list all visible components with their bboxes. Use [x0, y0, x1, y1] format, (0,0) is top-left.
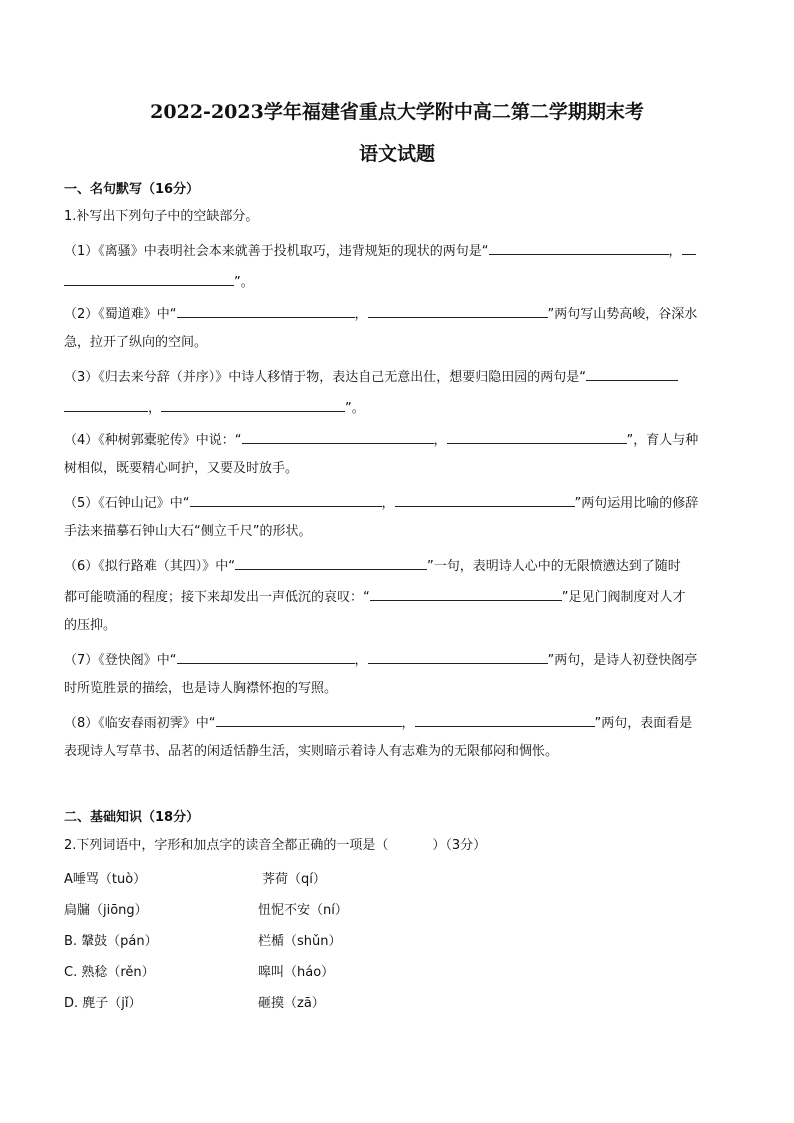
option-a-right: 荠荷（qí） [262, 872, 326, 887]
item-text: ”两句，是诗人初登快阁亭 [547, 653, 698, 668]
fill-item-5-cont: 手法来描摹石钟山大石“侧立千尺”的形状。 [64, 524, 312, 539]
option-b-left: B. 鞶鼓（pán） [64, 934, 158, 949]
answer-blank[interactable] [682, 240, 696, 255]
item-text: （6）《拟行路难（其四）》中“ [64, 559, 236, 574]
item-text: ， [381, 496, 395, 511]
section-heading-2: 二、基础知识（18分） [64, 810, 200, 825]
item-text: ”两句写山势高峻，谷深水 [547, 307, 698, 322]
fill-item-4-cont: 树相似，既要精心呵护，又要及时放手。 [64, 461, 299, 476]
fill-item-8 [64, 712, 730, 733]
item-text: ， [433, 433, 447, 448]
fill-item-7-cont: 时所览胜景的描绘，也是诗人胸襟怀抱的写照。 [64, 681, 338, 696]
item-text: （3）《归去来兮辞（并序）》中诗人移情于物，表达自己无意出仕，想要归隐田园的两句是“ [64, 370, 587, 385]
answer-blank[interactable] [368, 649, 548, 664]
answer-blank[interactable] [368, 303, 548, 318]
option-d-right: 砸摸（zā） [258, 996, 325, 1011]
answer-blank[interactable] [586, 366, 678, 381]
fill-item-5 [64, 492, 730, 513]
option-c-left: C. 熟稔（rěn） [64, 965, 155, 980]
answer-blank[interactable] [216, 712, 402, 727]
answer-blank[interactable] [64, 271, 234, 286]
answer-blank[interactable] [177, 649, 355, 664]
item-text: ”足见门阀制度对人才 [561, 590, 686, 605]
option-a-left: A唾骂（tuò） [64, 872, 147, 887]
answer-blank[interactable] [370, 586, 562, 601]
item-text: ）（3分） [432, 838, 487, 853]
item-text: （7）《登快阁》中“ [64, 653, 177, 668]
question-2-stem [64, 837, 730, 855]
fill-item-6-end: 的压抑。 [64, 618, 117, 633]
item-text: ， [668, 244, 682, 259]
answer-blank[interactable] [447, 429, 627, 444]
item-text: （1）《离骚》中表明社会本来就善于投机取巧，违背规矩的现状的两句是“ [64, 244, 489, 259]
fill-item-6-cont [64, 586, 730, 607]
item-text: （8）《临安春雨初霁》中“ [64, 716, 216, 731]
fill-item-3-cont [64, 397, 730, 418]
item-text: （5）《石钟山记》中“ [64, 496, 190, 511]
section-heading-1: 一、名句默写（16分） [64, 182, 200, 197]
fill-item-6 [64, 555, 730, 576]
option-c-right: 嗥叫（háo） [258, 965, 335, 980]
exam-subtitle: 语文试题 [358, 143, 435, 165]
answer-blank[interactable] [395, 492, 575, 507]
item-text: ”。 [234, 275, 254, 290]
item-text: ”两句运用比喻的修辞 [574, 496, 699, 511]
exam-title: 2022-2023学年福建省重点大学附中高二第二学期期末考 [150, 101, 644, 123]
item-text: （4）《种树郭橐驼传》中说：“ [64, 433, 242, 448]
fill-item-3 [64, 366, 730, 387]
item-text: ”两句，表面看是 [594, 716, 693, 731]
item-text: （2）《蜀道难》中“ [64, 307, 177, 322]
fill-item-2 [64, 303, 730, 324]
answer-blank[interactable] [415, 712, 595, 727]
item-text: ”一句，表明诗人心中的无限愤懑达到了随时 [427, 559, 681, 574]
item-text: ， [401, 716, 415, 731]
fill-item-2-cont: 急，拉开了纵向的空间。 [64, 335, 208, 350]
fill-item-1-cont [64, 271, 730, 292]
item-text: ”。 [345, 401, 365, 416]
option-a2-right: 忸怩不安（ní） [258, 903, 348, 918]
answer-blank[interactable] [161, 397, 345, 412]
answer-blank[interactable] [489, 240, 669, 255]
answer-blank[interactable] [177, 303, 355, 318]
fill-item-1 [64, 240, 730, 261]
item-text: ， [354, 307, 368, 322]
item-text: ， [354, 653, 368, 668]
item-text: ， [148, 401, 162, 416]
answer-blank[interactable] [235, 555, 427, 570]
fill-item-8-cont: 表现诗人写草书、品茗的闲适恬静生活，实则暗示着诗人有志难为的无限郁闷和惆怅。 [64, 744, 559, 759]
item-text: 2.下列词语中，字形和加点字的读音全都正确的一项是（ [64, 838, 389, 853]
answer-blank[interactable] [190, 492, 382, 507]
fill-item-7 [64, 649, 730, 670]
option-d-left: D. 麂子（jǐ） [64, 996, 142, 1011]
option-b-right: 栏楯（shǔn） [258, 934, 342, 949]
answer-blank[interactable] [64, 397, 148, 412]
fill-item-4 [64, 429, 730, 450]
option-a2-left: 扃牖（jiōng） [64, 903, 148, 918]
question-1-stem: 1.补写出下列句子中的空缺部分。 [64, 209, 259, 224]
item-text: 都可能喷涌的程度；接下来却发出一声低沉的哀叹：“ [64, 590, 370, 605]
item-text: ”，育人与种 [626, 433, 699, 448]
answer-blank[interactable] [242, 429, 434, 444]
